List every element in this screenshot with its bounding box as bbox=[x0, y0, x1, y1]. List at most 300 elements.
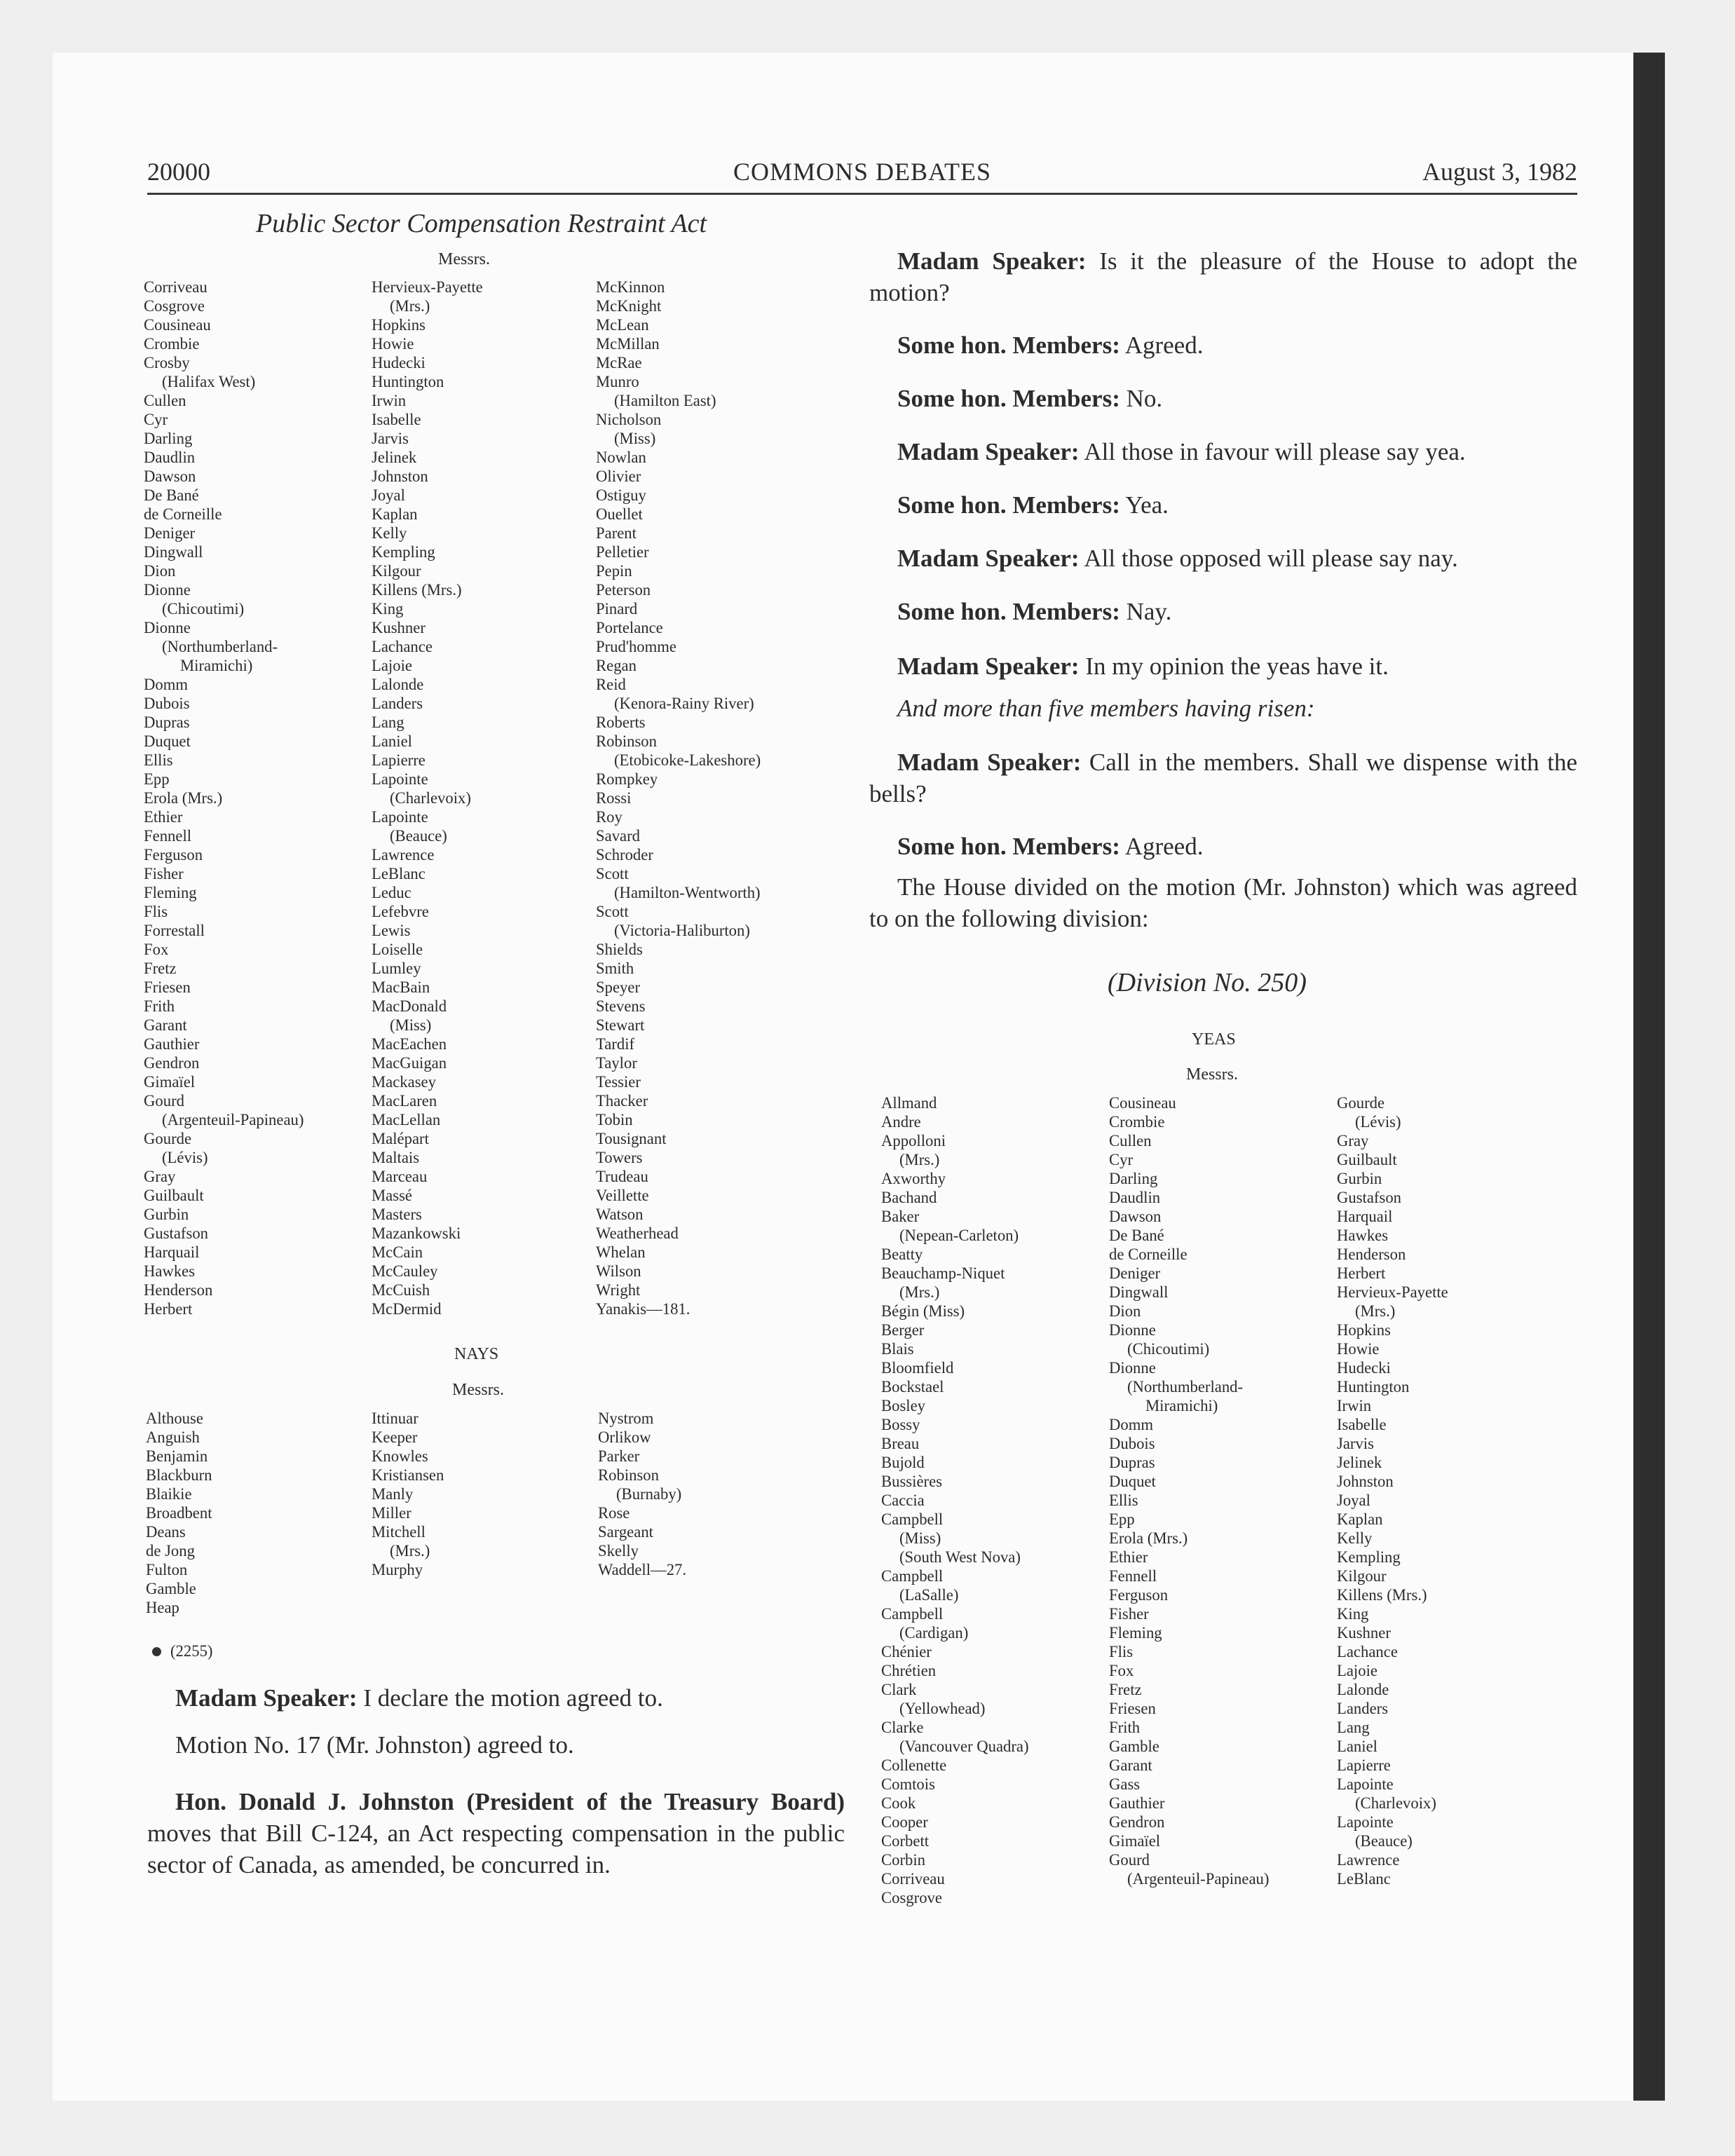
member-name: Ferguson bbox=[1109, 1586, 1169, 1604]
member-name: Robinson bbox=[596, 732, 657, 750]
member-name: Collenette bbox=[881, 1756, 947, 1774]
member-name: Anguish bbox=[146, 1428, 200, 1446]
member-name: Dubois bbox=[144, 695, 190, 712]
member-name: Nowlan bbox=[596, 449, 646, 466]
speech-text: Call in the members. Shall we dispense with the bells? bbox=[869, 749, 1577, 807]
member-name: Dionne bbox=[1109, 1359, 1156, 1377]
member-name: Landers bbox=[1337, 1700, 1389, 1717]
member-name: Olivier bbox=[596, 468, 641, 485]
nays-messrs-label: Messrs. bbox=[452, 1381, 505, 1399]
member-name: MacBain bbox=[372, 978, 430, 996]
member-name: Masters bbox=[372, 1206, 422, 1223]
member-name: Lajoie bbox=[1337, 1662, 1377, 1679]
member-name: Epp bbox=[144, 770, 170, 788]
member-name: Andre bbox=[881, 1113, 921, 1131]
member-name: (Nepean-Carleton) bbox=[899, 1227, 1019, 1244]
member-name: Allmand bbox=[881, 1094, 937, 1112]
member-name: Guilbault bbox=[144, 1187, 204, 1204]
member-name: (Miss) bbox=[614, 430, 656, 447]
member-name: Gauthier bbox=[144, 1035, 200, 1053]
member-name: Prud'homme bbox=[596, 638, 676, 655]
member-name: Trudeau bbox=[596, 1168, 648, 1185]
member-name: Johnston bbox=[1337, 1473, 1394, 1490]
member-name: Regan bbox=[596, 657, 637, 674]
member-name: Joyal bbox=[372, 486, 405, 504]
right-paragraph-8 bbox=[869, 650, 1577, 682]
member-name: De Bané bbox=[144, 486, 199, 504]
member-name: Herbert bbox=[144, 1300, 193, 1318]
member-name: Cullen bbox=[1109, 1132, 1152, 1149]
member-name: Lefebvre bbox=[372, 903, 429, 920]
member-name: Gourd bbox=[1109, 1851, 1150, 1869]
member-name: Friesen bbox=[1109, 1700, 1156, 1717]
member-name: (Beauce) bbox=[390, 827, 447, 845]
member-name: Hervieux-Payette bbox=[1337, 1283, 1448, 1301]
member-name: Darling bbox=[1109, 1170, 1158, 1187]
member-name: Malépart bbox=[372, 1130, 429, 1147]
member-name: (Argenteuil-Papineau) bbox=[1127, 1870, 1270, 1888]
member-name: Keeper bbox=[372, 1428, 418, 1446]
left-paragraph-3 bbox=[147, 1786, 845, 1881]
member-name: Beauchamp-Niquet bbox=[881, 1264, 1005, 1282]
member-name: Ethier bbox=[1109, 1548, 1148, 1566]
member-name: Dion bbox=[1109, 1302, 1141, 1320]
member-name: Kilgour bbox=[372, 562, 421, 580]
yeas-col2 bbox=[1109, 1093, 1269, 1888]
member-name: Gendron bbox=[1109, 1813, 1165, 1831]
member-name: Fox bbox=[1109, 1662, 1134, 1679]
member-name: (Burnaby) bbox=[616, 1485, 682, 1503]
member-name: Scott bbox=[596, 865, 629, 882]
member-name: Campbell bbox=[881, 1510, 944, 1528]
speech-text: I declare the motion agreed to. bbox=[357, 1684, 663, 1712]
member-name: Deans bbox=[146, 1523, 186, 1541]
member-name: Ellis bbox=[1109, 1492, 1138, 1509]
member-name: Watson bbox=[596, 1206, 644, 1223]
member-name: Hudecki bbox=[372, 354, 426, 371]
left-paragraph-2 bbox=[147, 1729, 845, 1761]
speaker-name: Some hon. Members: bbox=[897, 598, 1120, 625]
member-name: McKinnon bbox=[596, 278, 665, 296]
member-name: Portelance bbox=[596, 619, 663, 636]
member-name: de Corneille bbox=[1109, 1246, 1188, 1263]
member-name: Jarvis bbox=[1337, 1435, 1374, 1452]
member-name: Heap bbox=[146, 1599, 179, 1616]
member-name: Dubois bbox=[1109, 1435, 1155, 1452]
member-name: Gurbin bbox=[1337, 1170, 1382, 1187]
member-name: Hawkes bbox=[1337, 1227, 1389, 1244]
right-paragraph-2 bbox=[869, 329, 1577, 361]
member-name: Miramichi) bbox=[1145, 1397, 1218, 1414]
member-name: Hudecki bbox=[1337, 1359, 1391, 1377]
yeas-col3 bbox=[1337, 1093, 1448, 1888]
right-paragraph-7 bbox=[869, 596, 1577, 627]
member-name: de Corneille bbox=[144, 505, 222, 523]
member-name: Speyer bbox=[596, 978, 640, 996]
member-name: Killens (Mrs.) bbox=[1337, 1586, 1427, 1604]
member-name: Kempling bbox=[1337, 1548, 1401, 1566]
stage-direction: And more than five members having risen: bbox=[897, 695, 1315, 722]
top-list-col1 bbox=[144, 278, 304, 1318]
member-name: Irwin bbox=[1337, 1397, 1372, 1414]
speaker-name: Madam Speaker: bbox=[897, 438, 1080, 465]
member-name: Bussières bbox=[881, 1473, 942, 1490]
member-name: Domm bbox=[1109, 1416, 1154, 1433]
member-name: Erola (Mrs.) bbox=[144, 789, 223, 807]
member-name: Bockstael bbox=[881, 1378, 944, 1396]
member-name: (Mrs.) bbox=[1355, 1302, 1396, 1320]
member-name: Campbell bbox=[881, 1605, 944, 1623]
member-name: Nicholson bbox=[596, 411, 662, 428]
member-name: Lawrence bbox=[372, 846, 435, 864]
member-name: Henderson bbox=[1337, 1246, 1406, 1263]
right-paragraph-11 bbox=[869, 831, 1577, 862]
member-name: Roy bbox=[596, 808, 622, 826]
member-name: Domm bbox=[144, 676, 189, 693]
member-name: Irwin bbox=[372, 392, 407, 409]
right-paragraph-10 bbox=[869, 746, 1577, 810]
member-name: Weatherhead bbox=[596, 1224, 679, 1242]
member-name: (Vancouver Quadra) bbox=[899, 1738, 1029, 1755]
member-name: McKnight bbox=[596, 297, 662, 315]
nays-label: NAYS bbox=[454, 1345, 499, 1363]
member-name: Frith bbox=[1109, 1719, 1141, 1736]
member-name: Manly bbox=[372, 1485, 414, 1503]
member-name: (Mrs.) bbox=[899, 1151, 940, 1168]
member-name: Mazankowski bbox=[372, 1224, 461, 1242]
member-name: McRae bbox=[596, 354, 642, 371]
member-name: (Mrs.) bbox=[899, 1283, 940, 1301]
member-name: Wilson bbox=[596, 1262, 641, 1280]
member-name: Munro bbox=[596, 373, 639, 390]
member-name: Fisher bbox=[1109, 1605, 1149, 1623]
right-paragraph-1 bbox=[869, 245, 1577, 308]
member-name: (Chicoutimi) bbox=[1127, 1340, 1210, 1358]
member-name: Corriveau bbox=[144, 278, 207, 296]
member-name: (Northumberland- bbox=[1127, 1378, 1244, 1396]
member-name: (Mrs.) bbox=[390, 297, 430, 315]
member-name: Benjamin bbox=[146, 1447, 208, 1465]
member-name: Chénier bbox=[881, 1643, 932, 1660]
speaker-name: Hon. Donald J. Johnston (President of the Treasury Board) bbox=[175, 1788, 845, 1815]
member-name: Dingwall bbox=[144, 543, 203, 561]
member-name: Althouse bbox=[146, 1410, 203, 1427]
member-name: Crombie bbox=[144, 335, 200, 353]
time-marker-text: (2255) bbox=[170, 1642, 213, 1660]
member-name: (Kenora-Rainy River) bbox=[614, 695, 754, 712]
member-name: Taylor bbox=[596, 1054, 637, 1072]
member-name: Pepin bbox=[596, 562, 632, 580]
member-name: Gendron bbox=[144, 1054, 200, 1072]
member-name: (Etobicoke-Lakeshore) bbox=[614, 751, 761, 769]
right-paragraph-9 bbox=[869, 692, 1577, 724]
member-name: Dawson bbox=[144, 468, 196, 485]
speech-text: In my opinion the yeas have it. bbox=[1079, 653, 1389, 680]
bullet-marker bbox=[152, 1647, 161, 1656]
member-name: Beatty bbox=[881, 1246, 923, 1263]
member-name: Gauthier bbox=[1109, 1794, 1165, 1812]
division-title: (Division No. 250) bbox=[1108, 968, 1307, 997]
member-name: Darling bbox=[144, 430, 193, 447]
member-name: (Victoria-Haliburton) bbox=[614, 922, 750, 939]
member-name: (Beauce) bbox=[1355, 1832, 1413, 1850]
member-name: Nystrom bbox=[598, 1410, 654, 1427]
member-name: Gray bbox=[144, 1168, 176, 1185]
speaker-name: Madam Speaker: bbox=[897, 247, 1087, 275]
member-name: Bégin (Miss) bbox=[881, 1302, 965, 1320]
right-paragraph-5 bbox=[869, 489, 1577, 521]
member-name: Hopkins bbox=[372, 316, 426, 334]
member-name: Maltais bbox=[372, 1149, 420, 1166]
member-name: Ethier bbox=[144, 808, 183, 826]
member-name: Kelly bbox=[1337, 1529, 1373, 1547]
member-name: (Chicoutimi) bbox=[162, 600, 245, 618]
member-name: De Bané bbox=[1109, 1227, 1164, 1244]
member-name: Campbell bbox=[881, 1567, 944, 1585]
member-name: Parker bbox=[598, 1447, 640, 1465]
member-name: Rompkey bbox=[596, 770, 658, 788]
member-name: Guilbault bbox=[1337, 1151, 1397, 1168]
member-name: (Yellowhead) bbox=[899, 1700, 986, 1717]
member-name: Fisher bbox=[144, 865, 184, 882]
member-name: Marceau bbox=[372, 1168, 428, 1185]
member-name: Frith bbox=[144, 997, 175, 1015]
member-name: Gray bbox=[1337, 1132, 1369, 1149]
member-name: Cyr bbox=[144, 411, 168, 428]
member-name: Reid bbox=[596, 676, 626, 693]
member-name: Kaplan bbox=[372, 505, 418, 523]
member-name: Laniel bbox=[1337, 1738, 1377, 1755]
member-name: Isabelle bbox=[1337, 1416, 1387, 1433]
member-name: Flis bbox=[1109, 1643, 1134, 1660]
member-name: de Jong bbox=[146, 1542, 195, 1560]
member-name: Lapointe bbox=[1337, 1775, 1394, 1793]
member-name: Bossy bbox=[881, 1416, 920, 1433]
member-name: (LaSalle) bbox=[899, 1586, 959, 1604]
member-name: Broadbent bbox=[146, 1504, 212, 1522]
top-list-col3 bbox=[596, 278, 761, 1318]
member-name: Lawrence bbox=[1337, 1851, 1400, 1869]
member-name: Erola (Mrs.) bbox=[1109, 1529, 1188, 1547]
member-name: Tardif bbox=[596, 1035, 635, 1053]
member-name: Robinson bbox=[598, 1466, 659, 1484]
speech-text: Yea. bbox=[1120, 491, 1169, 519]
member-name: Lang bbox=[1337, 1719, 1370, 1736]
speech-text: Nay. bbox=[1120, 598, 1172, 625]
member-name: Miramichi) bbox=[180, 657, 253, 674]
messrs-label: Messrs. bbox=[438, 250, 491, 268]
member-name: Fleming bbox=[144, 884, 197, 901]
speaker-name: Some hon. Members: bbox=[897, 491, 1120, 519]
nays-col3 bbox=[598, 1409, 686, 1579]
member-name: Bloomfield bbox=[881, 1359, 954, 1377]
member-name: MacDonald bbox=[372, 997, 447, 1015]
member-name: Ferguson bbox=[144, 846, 203, 864]
nays-col1 bbox=[146, 1409, 212, 1617]
member-name: Sargeant bbox=[598, 1523, 653, 1541]
member-name: Lumley bbox=[372, 960, 421, 977]
member-name: Dionne bbox=[144, 619, 191, 636]
member-name: Tessier bbox=[596, 1073, 641, 1091]
member-name: Ostiguy bbox=[596, 486, 646, 504]
member-name: King bbox=[1337, 1605, 1369, 1623]
member-name: Blaikie bbox=[146, 1485, 192, 1503]
member-name: Lewis bbox=[372, 922, 411, 939]
member-name: Gourd bbox=[144, 1092, 184, 1110]
member-name: Berger bbox=[881, 1321, 925, 1339]
member-name: Fennell bbox=[1109, 1567, 1157, 1585]
member-name: Kempling bbox=[372, 543, 435, 561]
member-name: McCain bbox=[372, 1243, 423, 1261]
member-name: Garant bbox=[144, 1016, 187, 1034]
member-name: Cooper bbox=[881, 1813, 928, 1831]
member-name: Hawkes bbox=[144, 1262, 196, 1280]
member-name: Lapointe bbox=[1337, 1813, 1394, 1831]
member-name: Howie bbox=[372, 335, 414, 353]
member-name: Cousineau bbox=[144, 316, 211, 334]
member-name: MacGuigan bbox=[372, 1054, 447, 1072]
member-name: Lachance bbox=[372, 638, 433, 655]
member-name: Garant bbox=[1109, 1756, 1152, 1774]
member-name: Lalonde bbox=[372, 676, 424, 693]
member-name: Howie bbox=[1337, 1340, 1380, 1358]
member-name: Gimaïel bbox=[1109, 1832, 1161, 1850]
act-title: Public Sector Compensation Restraint Act bbox=[256, 209, 707, 238]
member-name: Harquail bbox=[1337, 1208, 1393, 1225]
right-paragraph-6 bbox=[869, 543, 1577, 574]
member-name: Fleming bbox=[1109, 1624, 1162, 1642]
time-marker bbox=[170, 1642, 213, 1660]
member-name: Chrétien bbox=[881, 1662, 937, 1679]
member-name: Gimaïel bbox=[144, 1073, 196, 1091]
member-name: Corbett bbox=[881, 1832, 930, 1850]
member-name: Jelinek bbox=[1337, 1454, 1382, 1471]
member-name: Shields bbox=[596, 941, 643, 958]
member-name: Lapierre bbox=[1337, 1756, 1391, 1774]
speaker-name: Some hon. Members: bbox=[897, 833, 1120, 860]
member-name: Jelinek bbox=[372, 449, 417, 466]
member-name: Tobin bbox=[596, 1111, 633, 1128]
member-name: Tousignant bbox=[596, 1130, 667, 1147]
member-name: Kushner bbox=[372, 619, 426, 636]
member-name: Duquet bbox=[1109, 1473, 1156, 1490]
member-name: Skelly bbox=[598, 1542, 639, 1560]
member-name: Gurbin bbox=[144, 1206, 189, 1223]
member-name: Lapointe bbox=[372, 808, 428, 826]
speech-text: No. bbox=[1120, 385, 1163, 412]
scan-edge bbox=[1633, 53, 1665, 2101]
member-name: McMillan bbox=[596, 335, 660, 353]
member-name: Harquail bbox=[144, 1243, 200, 1261]
member-name: Wright bbox=[596, 1281, 641, 1299]
member-name: Mackasey bbox=[372, 1073, 436, 1091]
member-name: (Lévis) bbox=[162, 1149, 208, 1166]
member-name: Bachand bbox=[881, 1189, 937, 1206]
member-name: Gourde bbox=[1337, 1094, 1385, 1112]
speech-text: moves that Bill C-124, an Act respecting compensation in the public sector of Canada, as amended, be concurred in. bbox=[147, 1820, 845, 1878]
member-name: Herbert bbox=[1337, 1264, 1386, 1282]
member-name: Kilgour bbox=[1337, 1567, 1387, 1585]
member-name: Deniger bbox=[1109, 1264, 1161, 1282]
speech-text: All those in favour will please say yea. bbox=[1079, 438, 1466, 465]
page-date: August 3, 1982 bbox=[1422, 158, 1577, 186]
member-name: Dionne bbox=[144, 581, 191, 599]
member-name: Lajoie bbox=[372, 657, 412, 674]
member-name: Hervieux-Payette bbox=[372, 278, 483, 296]
page-header bbox=[147, 158, 1577, 195]
member-name: Schroder bbox=[596, 846, 653, 864]
member-name: Dion bbox=[144, 562, 176, 580]
member-name: Dawson bbox=[1109, 1208, 1162, 1225]
member-name: Cosgrove bbox=[881, 1889, 942, 1906]
member-name: Friesen bbox=[144, 978, 191, 996]
member-name: MacLaren bbox=[372, 1092, 437, 1110]
member-name: Cousineau bbox=[1109, 1094, 1176, 1112]
member-name: King bbox=[372, 600, 404, 618]
member-name: Daudlin bbox=[144, 449, 196, 466]
speech-text: Agreed. bbox=[1120, 332, 1204, 359]
member-name: Gustafson bbox=[1337, 1189, 1402, 1206]
member-name: (Lévis) bbox=[1355, 1113, 1401, 1131]
member-name: Joyal bbox=[1337, 1492, 1370, 1509]
member-name: McDermid bbox=[372, 1300, 442, 1318]
member-name: Landers bbox=[372, 695, 423, 712]
top-list-col2 bbox=[372, 278, 483, 1318]
member-name: Miller bbox=[372, 1504, 411, 1522]
member-name: Savard bbox=[596, 827, 640, 845]
member-name: Flis bbox=[144, 903, 168, 920]
member-name: Lachance bbox=[1337, 1643, 1398, 1660]
speaker-name: Madam Speaker: bbox=[175, 1684, 358, 1712]
member-name: (Miss) bbox=[390, 1016, 432, 1034]
member-name: Huntington bbox=[372, 373, 444, 390]
member-name: (Charlevoix) bbox=[1355, 1794, 1436, 1812]
member-name: Gass bbox=[1109, 1775, 1141, 1793]
yeas-messrs-label: Messrs. bbox=[1186, 1065, 1239, 1084]
member-name: Whelan bbox=[596, 1243, 646, 1261]
member-name: Fretz bbox=[144, 960, 177, 977]
member-name: (Argenteuil-Papineau) bbox=[162, 1111, 304, 1128]
member-name: Blackburn bbox=[146, 1466, 212, 1484]
member-name: Baker bbox=[881, 1208, 920, 1225]
member-name: Fennell bbox=[144, 827, 192, 845]
member-name: Axworthy bbox=[881, 1170, 946, 1187]
member-name: Corbin bbox=[881, 1851, 926, 1869]
member-name: Fulton bbox=[146, 1561, 188, 1578]
member-name: Hopkins bbox=[1337, 1321, 1391, 1339]
member-name: Loiselle bbox=[372, 941, 423, 958]
member-name: Huntington bbox=[1337, 1378, 1410, 1396]
member-name: Killens (Mrs.) bbox=[372, 581, 462, 599]
member-name: Ouellet bbox=[596, 505, 643, 523]
speaker-name: Madam Speaker: bbox=[897, 545, 1080, 572]
member-name: LeBlanc bbox=[372, 865, 426, 882]
member-name: Dionne bbox=[1109, 1321, 1156, 1339]
member-name: Pinard bbox=[596, 600, 638, 618]
member-name: Crombie bbox=[1109, 1113, 1165, 1131]
member-name: Smith bbox=[596, 960, 634, 977]
member-name: Kushner bbox=[1337, 1624, 1391, 1642]
member-name: Appolloni bbox=[881, 1132, 946, 1149]
member-name: Stewart bbox=[596, 1016, 645, 1034]
member-name: Yanakis—181. bbox=[596, 1300, 690, 1318]
left-paragraph-1 bbox=[147, 1682, 845, 1714]
publication-title: COMMONS DEBATES bbox=[733, 158, 992, 186]
member-name: Cosgrove bbox=[144, 297, 205, 315]
member-name: (Northumberland- bbox=[162, 638, 278, 655]
member-name: Clarke bbox=[881, 1719, 924, 1736]
member-name: McCauley bbox=[372, 1262, 438, 1280]
